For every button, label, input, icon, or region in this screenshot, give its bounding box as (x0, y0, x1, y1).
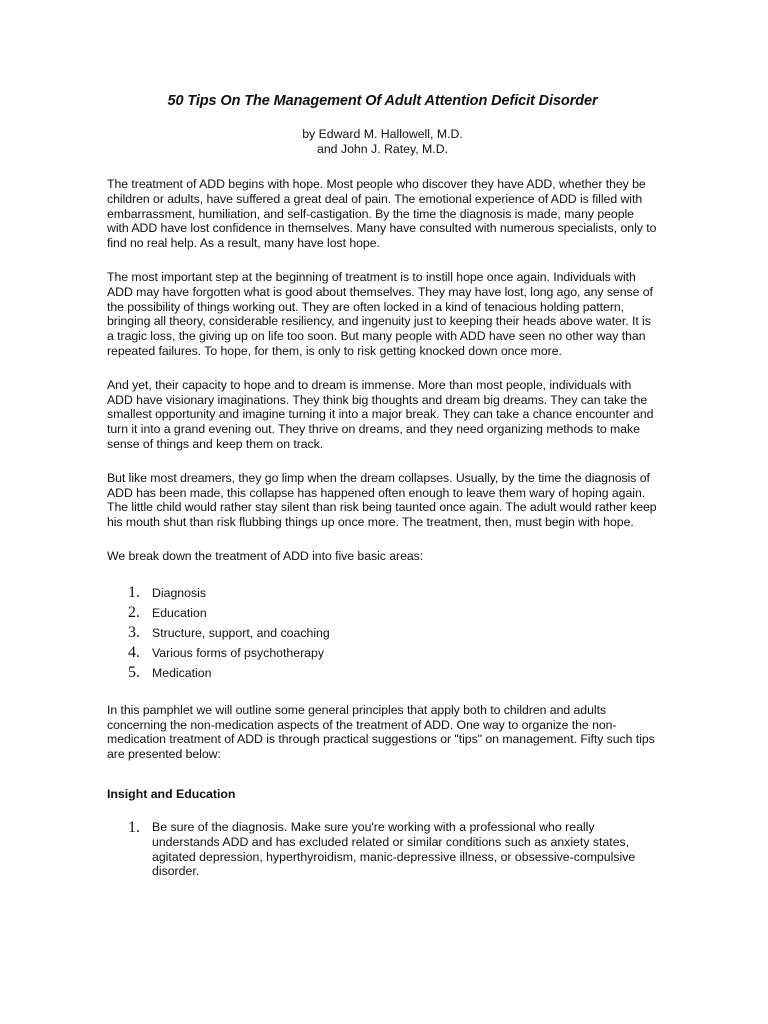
paragraph-2: The most important step at the beginning of treatment is to instill hope once again. Individuals with ADD may have forgotten what is good about themselves. They may have lost, long ago, any sense of the possibility of things working out. They are often locked in a kind of tenacious holding pattern, bringing all theory, considerable resiliency, and ingenuity just to keeping their heads above water. It is a tragic loss, the giving up on life too soon. But many people with ADD have seen no other way than repeated failures. To hope, for them, is only to risk getting knocked down once more. (107, 269, 653, 358)
list-item-text: Education (152, 605, 207, 620)
paragraph-3: And yet, their capacity to hope and to dream is immense. More than most people, individuals with ADD have visionary imaginations. They think big thoughts and dream big dreams. They can take the smallest opportunity and imagine turning it into a major break. They can take a chance encounter and turn it into a grand evening out. They thrive on dreams, and they need organizing methods to make sense of things and keep them on track. (107, 377, 654, 451)
byline-line-1: by Edward M. Hallowell, M.D. (302, 127, 463, 141)
byline-line-2: and John J. Ratey, M.D. (317, 142, 448, 156)
paragraph-1: The treatment of ADD begins with hope. Most people who discover they have ADD, whether they be children or adults, have suffered a great deal of pain. The emotional experience of ADD is filled with embarrassment, humiliation, and self-castigation. By the time the diagnosis is made, many people with ADD have lost confidence in themselves. Many have consulted with numerous specialists, only to find no real help. As a result, many have lost hope. (107, 177, 657, 251)
list-item-number: 4. (128, 643, 140, 661)
treatment-areas-list (107, 584, 658, 684)
paragraph-5: We break down the treatment of ADD into five basic areas: (107, 548, 424, 563)
list-item-number: 3. (128, 623, 140, 641)
list-item-text: Be sure of the diagnosis. Make sure you're working with a professional who really understands ADD and has excluded related or similar conditions such as anxiety states, agitated depression, hyperthyroidism, manic-depressive illness, or obsessive-compulsive disorder. (152, 819, 636, 879)
list-item-number: 1. (128, 583, 140, 601)
list-item (128, 624, 658, 644)
document-title: 50 Tips On The Management Of Adult Attention Deficit Disorder (167, 93, 598, 109)
list-item (128, 584, 658, 604)
list-item-number: 1. (128, 818, 140, 836)
list-item (128, 644, 658, 664)
list-item (128, 820, 658, 879)
author-byline (107, 127, 658, 157)
list-item-text: Various forms of psychotherapy (152, 645, 325, 660)
list-item-number: 5. (128, 663, 140, 681)
list-item-text: Medication (152, 665, 212, 680)
list-item-number: 2. (128, 603, 140, 621)
paragraph-4: But like most dreamers, they go limp when the dream collapses. Usually, by the time the diagnosis of ADD has been made, this collapse has happened often enough to leave them wary of hoping again. The little child would rather stay silent than risk being taunted once again. The adult would rather keep his mouth shut than risk flubbing things up once more. The treatment, then, must begin with hope. (107, 470, 657, 530)
list-item (128, 604, 658, 624)
list-item (128, 664, 658, 684)
list-item-text: Structure, support, and coaching (152, 625, 330, 640)
tips-list (107, 820, 658, 879)
section-heading-insight-education: Insight and Education (107, 786, 236, 801)
list-item-text: Diagnosis (152, 585, 206, 600)
pamphlet-paragraph: In this pamphlet we will outline some general principles that apply both to children and adults concerning the non-medication aspects of the treatment of ADD. One way to organize the non-medication treatment of ADD is through practical suggestions or "tips" on management. Fifty such tips are presented below: (107, 702, 655, 762)
